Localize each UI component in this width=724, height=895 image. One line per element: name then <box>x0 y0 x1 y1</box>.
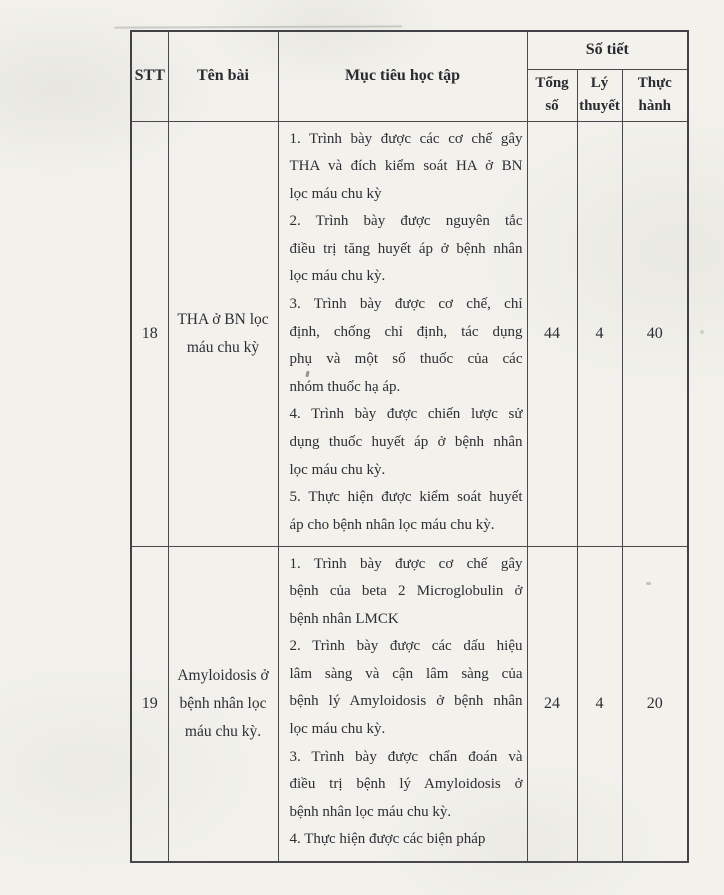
cell-stt: 19 <box>131 546 168 862</box>
header-cell-tong-so <box>527 69 577 121</box>
text-line: hành <box>638 98 672 114</box>
cell-stt: 18 <box>131 121 168 546</box>
objective-line: nhóm thuốc hạ áp. <box>289 378 401 395</box>
cell-lesson-title <box>168 121 278 546</box>
text-line: thuyết <box>579 98 620 114</box>
text-line: THA ở BN lọc <box>177 310 269 328</box>
scan-artifact-streak <box>114 25 402 28</box>
header-cell-ly-thuyet <box>577 69 622 121</box>
objective-line: lọc máu chu kỳ. <box>289 461 386 478</box>
scan-speck <box>700 330 704 334</box>
objective-line: THA và đích kiểm soát HA ở BN <box>289 158 523 175</box>
objective-line: 1. Trình bày được các cơ chế gây <box>289 130 523 147</box>
syllabus-table <box>130 30 689 863</box>
objective-line: 3. Trình bày được chẩn đoán và <box>289 748 523 765</box>
text-line: Thực <box>637 75 672 91</box>
objective-line: điều trị tăng huyết áp ở bệnh nhân <box>289 240 523 257</box>
objective-line: bệnh lý Amyloidosis ở bệnh nhân <box>289 693 523 710</box>
objective-line: bệnh của beta 2 Microglobulin ở <box>289 583 523 600</box>
objective-line: 4. Thực hiện được các biện pháp <box>289 831 486 848</box>
cell-theory-periods: 4 <box>577 121 622 546</box>
objective-line: 2. Trình bày được nguyên tắc <box>289 213 523 230</box>
objective-line: 1. Trình bày được cơ chế gây <box>289 555 523 572</box>
cell-lesson-title <box>168 546 278 862</box>
text-line: số <box>545 98 559 114</box>
table-row-18 <box>131 121 688 546</box>
header-cell-so-tiet: Số tiết <box>527 31 688 69</box>
objective-line: 5. Thực hiện được kiểm soát huyết <box>289 489 523 506</box>
text-line: bệnh nhân lọc <box>179 694 267 712</box>
text-line: Tổng <box>535 75 569 91</box>
objective-line: lâm sàng và cận lâm sàng của <box>289 665 523 682</box>
cell-objectives <box>278 121 527 546</box>
cell-practice-periods: 40 <box>622 121 688 546</box>
text-line: Lý <box>590 75 609 91</box>
table-row-19 <box>131 546 688 862</box>
objective-line: bệnh nhân LMCK <box>289 610 399 627</box>
cell-theory-periods: 4 <box>577 546 622 862</box>
objective-line: dụng thuốc huyết áp ở bệnh nhân <box>289 434 523 451</box>
objective-line: 2. Trình bày được các dấu hiệu <box>289 638 523 655</box>
header-cell-ten-bai: Tên bài <box>168 31 278 121</box>
objective-line: phụ và một số thuốc của các <box>289 351 523 368</box>
cell-objectives <box>278 546 527 862</box>
cell-total-periods: 24 <box>527 546 577 862</box>
objective-line: 4. Trình bày được chiến lược sử <box>289 406 523 423</box>
objective-line: lọc máu chu kỳ <box>289 185 382 202</box>
cell-total-periods: 44 <box>527 121 577 546</box>
objective-line: điều trị bệnh lý Amyloidosis ở <box>289 776 523 793</box>
text-line: máu chu kỳ <box>186 338 260 356</box>
text-line: Amyloidosis ở <box>177 666 269 684</box>
objective-line: định, chống chỉ định, tác dụng <box>289 323 523 340</box>
header-cell-thuc-hanh <box>622 69 688 121</box>
text-line: máu chu kỳ. <box>184 722 262 740</box>
header-cell-stt: STT <box>131 31 168 121</box>
cell-practice-periods: 20 <box>622 546 688 862</box>
objective-line: lọc máu chu kỳ. <box>289 721 386 738</box>
objective-line: lọc máu chu kỳ. <box>289 268 386 285</box>
header-cell-muc-tieu: Mục tiêu học tập <box>278 31 527 121</box>
objective-line: áp cho bệnh nhân lọc máu chu kỳ. <box>289 516 495 533</box>
objective-line: 3. Trình bày được cơ chế, chỉ <box>289 296 523 313</box>
objective-line: bệnh nhân lọc máu chu kỳ. <box>289 803 452 820</box>
